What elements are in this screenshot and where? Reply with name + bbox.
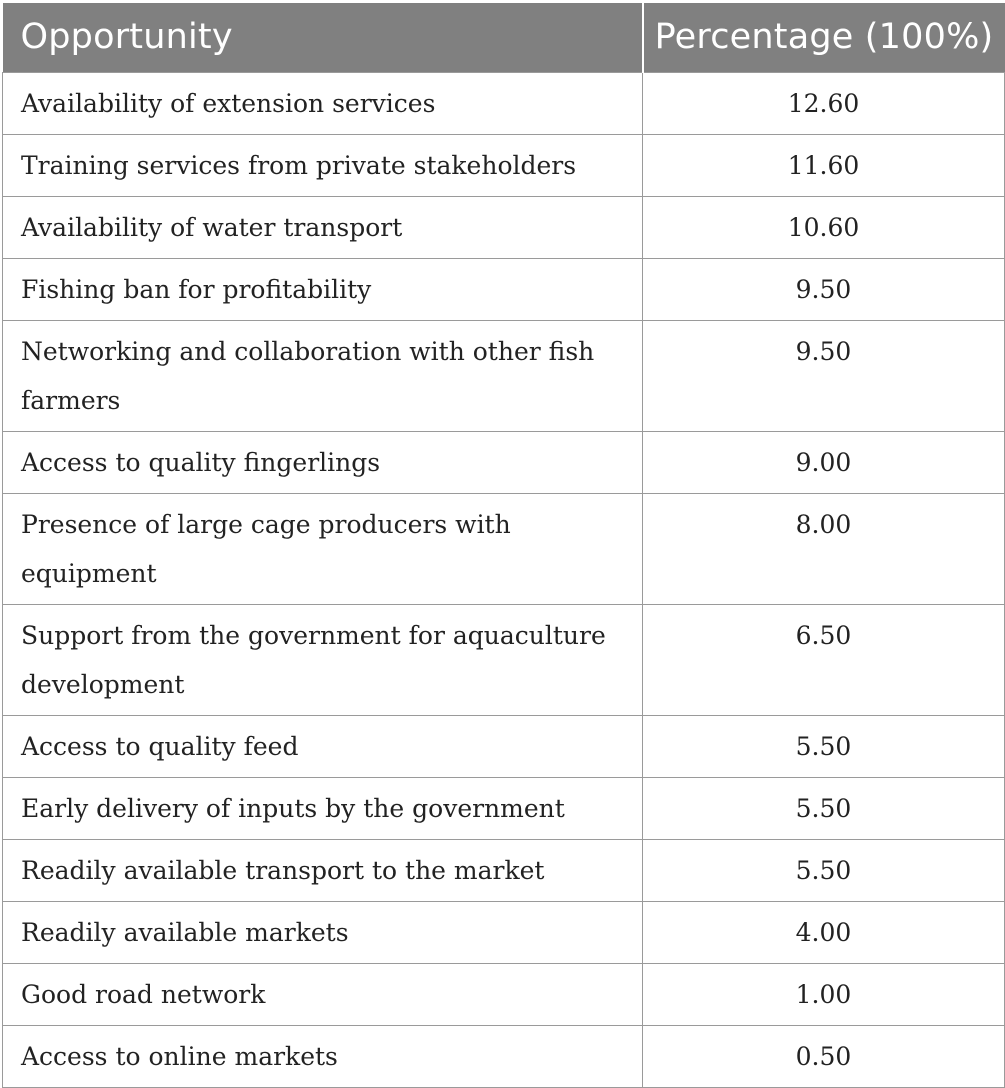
opportunity-cell: Support from the government for aquaculture development [3, 604, 643, 715]
table-header-row [3, 3, 1005, 72]
opportunities-table [2, 3, 1005, 1088]
opportunity-cell: Good road network [3, 963, 643, 1025]
opportunity-cell: Early delivery of inputs by the government [3, 777, 643, 839]
percentage-cell: 9.00 [643, 431, 1005, 493]
table-row [3, 431, 1005, 493]
table-row [3, 72, 1005, 134]
percentage-cell: 12.60 [643, 72, 1005, 134]
opportunity-cell: Availability of extension services [3, 72, 643, 134]
table-row [3, 196, 1005, 258]
percentage-cell: 10.60 [643, 196, 1005, 258]
table-row [3, 777, 1005, 839]
percentage-cell: 4.00 [643, 901, 1005, 963]
table-row [3, 604, 1005, 715]
table-row [3, 901, 1005, 963]
opportunity-cell: Training services from private stakeholders [3, 134, 643, 196]
percentage-cell: 0.50 [643, 1025, 1005, 1087]
percentage-cell: 9.50 [643, 258, 1005, 320]
percentage-cell: 5.50 [643, 777, 1005, 839]
table-row [3, 839, 1005, 901]
percentage-cell: 5.50 [643, 839, 1005, 901]
table-row [3, 493, 1005, 604]
table-row [3, 258, 1005, 320]
percentage-cell: 1.00 [643, 963, 1005, 1025]
opportunity-cell: Presence of large cage producers with equipment [3, 493, 643, 604]
opportunity-cell: Readily available transport to the market [3, 839, 643, 901]
header-opportunity: Opportunity [3, 3, 643, 72]
table-row [3, 963, 1005, 1025]
table-row [3, 715, 1005, 777]
opportunity-cell: Networking and collaboration with other fish farmers [3, 320, 643, 431]
table-row [3, 134, 1005, 196]
opportunity-cell: Access to quality feed [3, 715, 643, 777]
percentage-cell: 6.50 [643, 604, 1005, 715]
opportunity-cell: Access to online markets [3, 1025, 643, 1087]
opportunity-cell: Access to quality fingerlings [3, 431, 643, 493]
percentage-cell: 11.60 [643, 134, 1005, 196]
percentage-cell: 5.50 [643, 715, 1005, 777]
opportunities-table-container [2, 3, 1004, 1088]
opportunity-cell: Availability of water transport [3, 196, 643, 258]
table-row [3, 1025, 1005, 1087]
percentage-cell: 8.00 [643, 493, 1005, 604]
opportunity-cell: Readily available markets [3, 901, 643, 963]
percentage-cell: 9.50 [643, 320, 1005, 431]
opportunity-cell: Fishing ban for profitability [3, 258, 643, 320]
header-percentage: Percentage (100%) [643, 3, 1005, 72]
table-row [3, 320, 1005, 431]
